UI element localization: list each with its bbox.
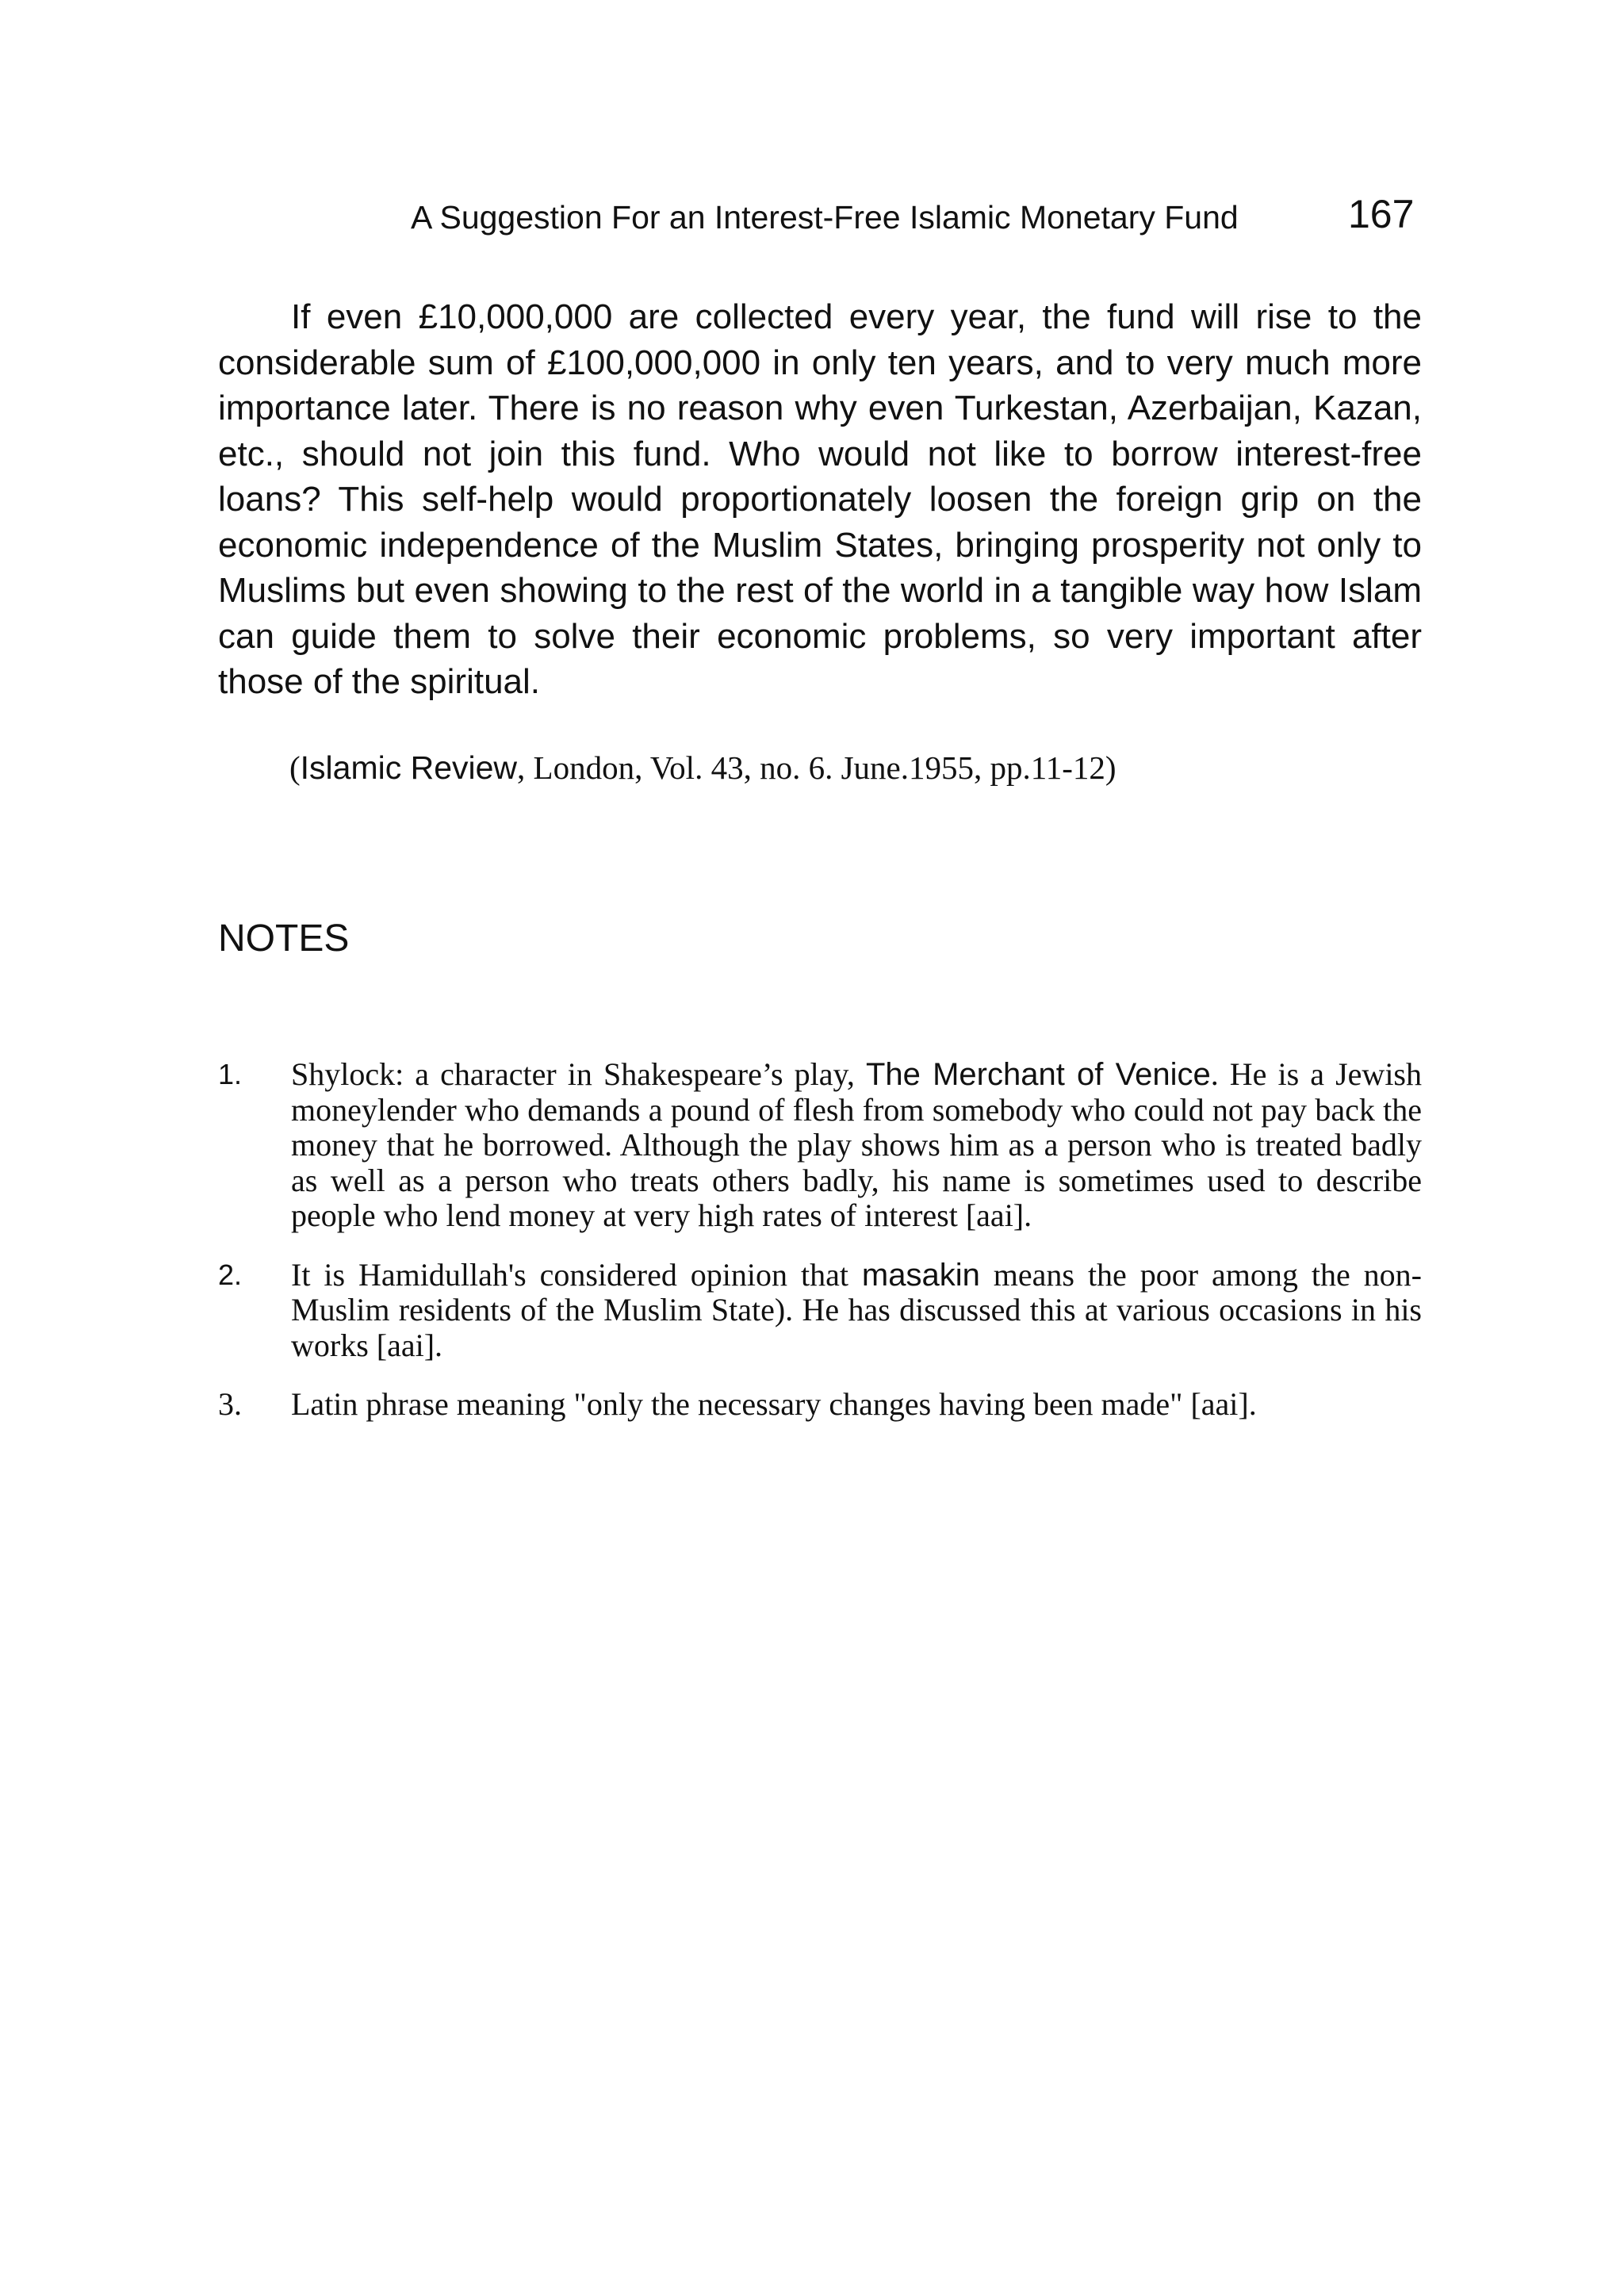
citation-journal: Islamic Review xyxy=(300,749,518,786)
note-number: 2. xyxy=(218,1258,243,1291)
running-head-title: A Suggestion For an Interest-Free Islamic Monetary Fund xyxy=(411,199,1239,236)
page-number: 167 xyxy=(1348,192,1415,236)
citation-details: , London, Vol. 43, no. 6. June.1955, pp.11-12) xyxy=(517,749,1116,786)
citation-open-paren: ( xyxy=(289,749,301,786)
note-text: . He is a Jewish moneylender who demands a pound of flesh from somebody who could not pay back the money that he borrowed. Although the play shows him as a person who is treated badly as well as a person who treats others badly, his name is sometimes used to describe people who lend money at very high rates of interest [aai]. xyxy=(291,1056,1423,1233)
note-text: Latin phrase meaning "only the necessary changes having been made" [aai]. xyxy=(291,1386,1257,1422)
notes-heading: NOTES xyxy=(218,918,350,960)
note-number: 3. xyxy=(218,1386,242,1422)
citation xyxy=(289,747,1116,788)
note-emphasis: The Merchant of Venice xyxy=(865,1057,1211,1092)
note-item-3 xyxy=(218,1387,1422,1423)
note-item-2 xyxy=(218,1258,1422,1364)
note-emphasis: masakin xyxy=(861,1257,980,1293)
note-text: It is Hamidullah's considered opinion that xyxy=(291,1256,862,1293)
note-number: 1. xyxy=(218,1058,243,1090)
note-text: Shylock: a character in Shakespeare’s play, xyxy=(291,1056,866,1092)
note-text: means the poor among the non-Muslim residents of the Muslim State). He has discussed this at various occasions in his works [aai]. xyxy=(291,1256,1422,1363)
body-paragraph: If even £10,000,000 are collected every year, the fund will rise to the considerable sum of £100,000,000 in only ten years, and to very much more importance later. There is no reason why even Turkestan, Azerbaijan, Kazan, etc., should not join this fund. Who would not like to borrow interest-free loans? This self-help would proportionately loosen the foreign grip on the economic independence of the Muslim States, bringing prosperity not only to Muslims but even showing to the rest of the world in a tangible way how Islam can guide them to solve their economic problems, so very important after those of the spiritual. xyxy=(218,297,1422,701)
notes-list xyxy=(218,1057,1422,1446)
note-item-1 xyxy=(218,1057,1422,1234)
